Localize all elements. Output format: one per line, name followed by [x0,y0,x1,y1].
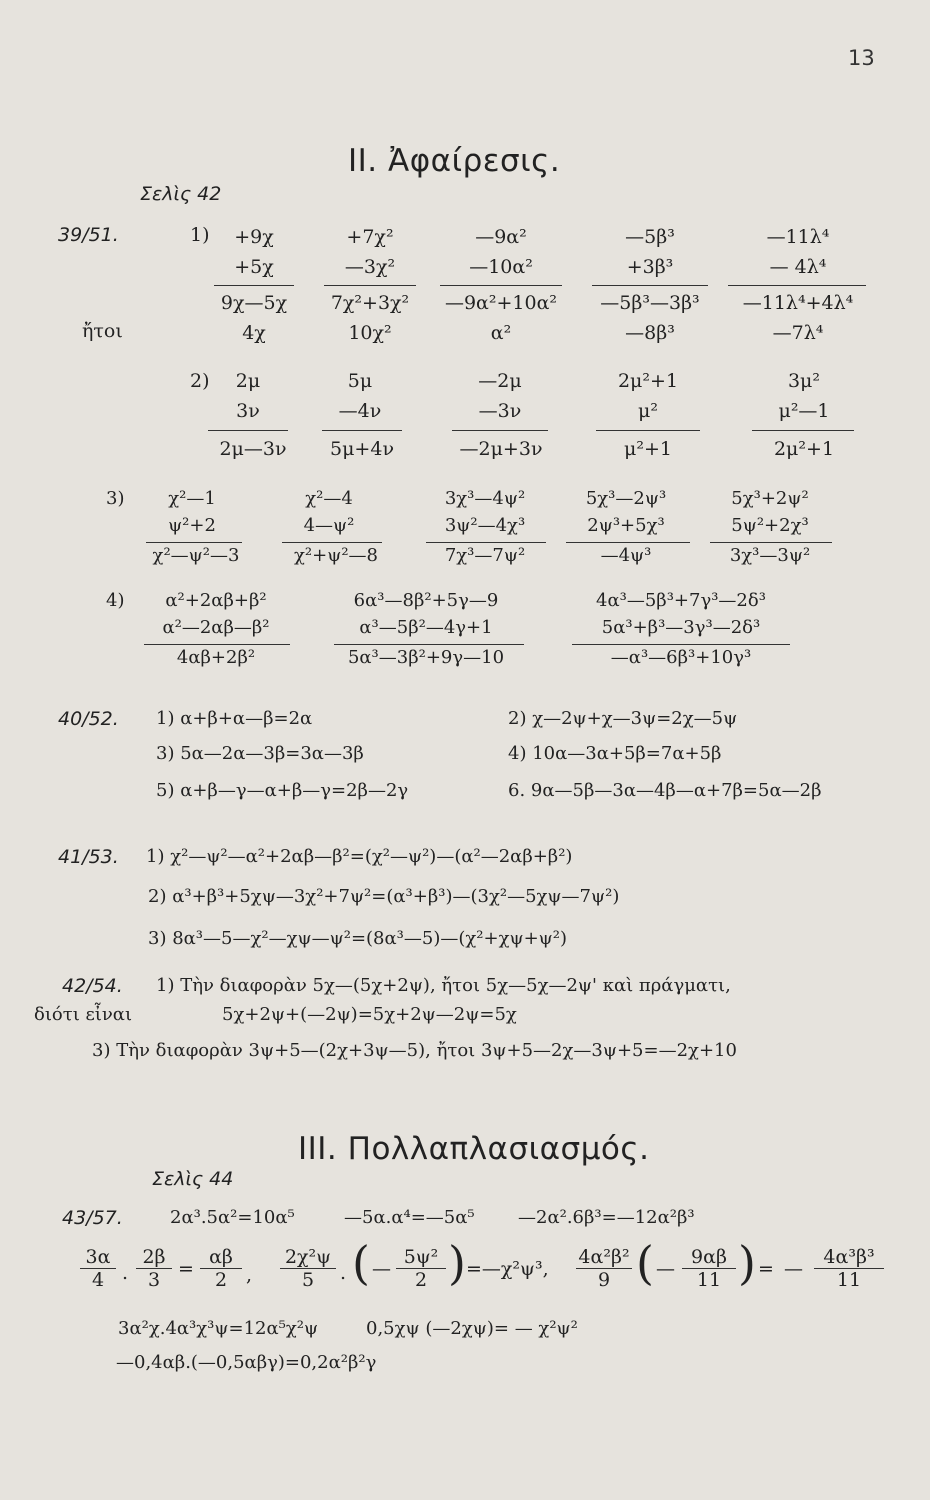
rule-line [282,542,382,543]
page-reference: Σελὶς 42 [140,183,222,205]
minuend: χ²—1 [168,488,216,509]
subtrahend: 3ψ²—4χ³ [444,515,526,536]
result: 2μ—3ν [219,438,287,460]
result: —4ψ³ [600,545,652,566]
operator: — [784,1258,803,1280]
result: 3χ³—3ψ² [729,545,811,566]
exercise-label: 41/53. [58,846,119,868]
subtrahend: 4—ψ² [303,515,355,536]
equation: 1) χ²—ψ²—α²+2αβ—β²=(χ²—ψ²)—(α²—2αβ+β²) [146,846,573,867]
equation: 4) 10α—3α+5β=7α+5β [508,743,722,764]
equation: 5χ+2ψ+(—2ψ)=5χ+2ψ—2ψ=5χ [222,1004,517,1025]
subtrahend: μ² [638,400,658,422]
result: —5β³—3β³ [600,292,700,314]
exercise-label: 39/51. [58,224,119,246]
operator: , [246,1264,253,1286]
fraction [682,1246,736,1291]
exercise-label: 43/57. [62,1207,123,1229]
result: —2μ+3ν [459,438,543,460]
subtrahend: — 4λ⁴ [769,256,827,278]
minuend: 2μ²+1 [617,370,679,392]
denominator: 4 [91,1269,105,1291]
operator: = [178,1258,194,1280]
operator: = [758,1258,774,1280]
rule-line [596,430,700,431]
fraction [200,1246,242,1291]
subtrahend: μ²—1 [778,400,830,422]
right-paren: ) [448,1236,466,1290]
exercise-label: 40/52. [58,708,119,730]
rule-line [144,644,290,645]
simplified: 4χ [242,322,266,344]
simplified: —7λ⁴ [772,322,824,344]
rule-line [452,430,548,431]
rule-line [146,542,242,543]
denominator: 2 [414,1269,428,1291]
left-paren: ( [352,1236,370,1290]
result: 7χ²+3χ² [330,292,410,314]
subtrahend: —10α² [469,256,533,278]
equation: 3) 8α³—5—χ²—χψ—ψ²=(8α³—5)—(χ²+χψ+ψ²) [148,928,568,949]
rule-line [426,542,546,543]
numerator: 5ψ² [396,1246,446,1269]
result: —11λ⁴+4λ⁴ [742,292,854,314]
rule-line [334,644,524,645]
operator: — [656,1258,675,1280]
equation: 5) α+β—γ—α+β—γ=2β—2γ [156,780,409,801]
equation: 1) α+β+α—β=2α [156,708,313,729]
subtrahend: —3χ² [344,256,396,278]
minuend: α²+2αβ+β² [165,590,267,611]
rule-line [322,430,402,431]
result: —α³—6β³+10γ³ [610,647,752,668]
subtrahend: +5χ [234,256,274,278]
numerator: 2β [136,1246,172,1269]
minuend: 3μ² [787,370,821,392]
fraction [396,1246,446,1291]
part-number: 1) [190,224,210,246]
numerator: 4α³β³ [814,1246,884,1269]
minuend: 6α³—8β²+5γ—9 [353,590,499,611]
minuend: χ²—4 [305,488,353,509]
minuend: —11λ⁴ [766,226,830,248]
result: —9α²+10α² [444,292,558,314]
text-line: 1) Τὴν διαφορὰν 5χ—(5χ+2ψ), ἤτοι 5χ—5χ—2ψ' καὶ πράγματι, [156,975,731,996]
rule-line [728,285,866,286]
rule-line [440,285,562,286]
subtrahend: 5ψ²+2χ³ [731,515,809,536]
numerator: 9αβ [682,1246,736,1269]
simplified: —8β³ [625,322,675,344]
fraction [136,1246,172,1291]
subtrahend: α²—2αβ—β² [162,617,270,638]
simplified: α² [490,322,512,344]
equation: 3α²χ.4α³χ³ψ=12α⁵χ²ψ [118,1318,319,1339]
subtrahend: 3ν [236,400,260,422]
minuend: 2μ [235,370,261,392]
operator: . [340,1262,347,1284]
minuend: +9χ [234,226,274,248]
text-line: διότι εἶναι [34,1004,133,1025]
rule-line [572,644,790,645]
simplified: 10χ² [348,322,392,344]
equation: 2) χ—2ψ+χ—3ψ=2χ—5ψ [508,708,738,729]
part-number: 2) [190,370,210,392]
minuend: +7χ² [346,226,394,248]
equation: —2α².6β³=—12α²β³ [518,1207,695,1228]
denominator: 11 [696,1269,722,1291]
rule-line [324,285,416,286]
result: χ²—ψ²—3 [152,545,240,566]
result: χ²+ψ²—8 [294,545,378,566]
rule-line [752,430,854,431]
rule-line [710,542,832,543]
etoi-label: ἤτοι [82,320,123,342]
subtrahend: 5α³+β³—3γ³—2δ³ [601,617,761,638]
denominator: 11 [836,1269,862,1291]
numerator: αβ [200,1246,242,1269]
fraction [814,1246,884,1291]
section-title-multiplication: III. Πολλαπλασιασμός. [298,1131,650,1167]
subtrahend: +3β³ [626,256,674,278]
equation: 3) 5α—2α—3β=3α—3β [156,743,364,764]
result: 5μ+4ν [330,438,394,460]
result: 4αβ+2β² [176,647,256,668]
subtrahend: —3ν [478,400,522,422]
equation: 2α³.5α²=10α⁵ [170,1207,295,1228]
fraction [576,1246,632,1291]
rule-line [214,285,294,286]
minuend: 3χ³—4ψ² [444,488,526,509]
denominator: 9 [597,1269,611,1291]
equation: —0,4αβ.(—0,5αβγ)=0,2α²β²γ [116,1352,377,1373]
minuend: 5μ [347,370,373,392]
minuend: —5β³ [625,226,675,248]
rule-line [592,285,708,286]
equation: 0,5χψ (—2χψ)= — χ²ψ² [366,1318,578,1339]
part-number: 3) [106,488,125,509]
equation: 2) α³+β³+5χψ—3χ²+7ψ²=(α³+β³)—(3χ²—5χψ—7ψ²) [148,886,620,907]
subtrahend: 2ψ³+5χ³ [587,515,665,536]
operator: . [122,1262,129,1284]
result: 7χ³—7ψ² [444,545,526,566]
left-paren: ( [636,1236,654,1290]
exercise-label: 42/54. [62,975,123,997]
equation: 6. 9α—5β—3α—4β—α+7β=5α—2β [508,780,822,801]
operator: — [372,1258,391,1280]
numerator: 2χ²ψ [280,1246,336,1269]
section-title-subtraction: II. Ἀφαίρεσις. [348,143,561,179]
text-line: 3) Τὴν διαφορὰν 3ψ+5—(2χ+3ψ—5), ἤτοι 3ψ+5—2χ—3ψ+5=—2χ+10 [92,1040,737,1061]
equation: —5α.α⁴=—5α⁵ [344,1207,475,1228]
minuend: —2μ [478,370,522,392]
subtrahend: ψ²+2 [168,515,216,536]
rule-line [208,430,288,431]
minuend: 4α³—5β³+7γ³—2δ³ [596,590,766,611]
page-reference: Σελὶς 44 [152,1168,234,1190]
result: 5α³—3β²+9γ—10 [347,647,505,668]
denominator: 2 [214,1269,228,1291]
subtrahend: α³—5β²—4γ+1 [359,617,493,638]
minuend: 5χ³—2ψ³ [585,488,667,509]
result: 2μ²+1 [773,438,835,460]
part-number: 4) [106,590,125,611]
rule-line [566,542,690,543]
minuend: 5χ³+2ψ² [731,488,809,509]
fraction [80,1246,116,1291]
numerator: 3α [80,1246,116,1269]
result: 9χ—5χ [220,292,288,314]
right-paren: ) [738,1236,756,1290]
minuend: —9α² [475,226,527,248]
fraction [280,1246,336,1291]
denominator: 5 [301,1269,315,1291]
result: =—χ²ψ³, [466,1258,549,1280]
denominator: 3 [147,1269,161,1291]
numerator: 4α²β² [576,1246,632,1269]
result: μ²+1 [624,438,672,460]
subtrahend: —4ν [338,400,382,422]
page-number: 13 [848,46,875,70]
